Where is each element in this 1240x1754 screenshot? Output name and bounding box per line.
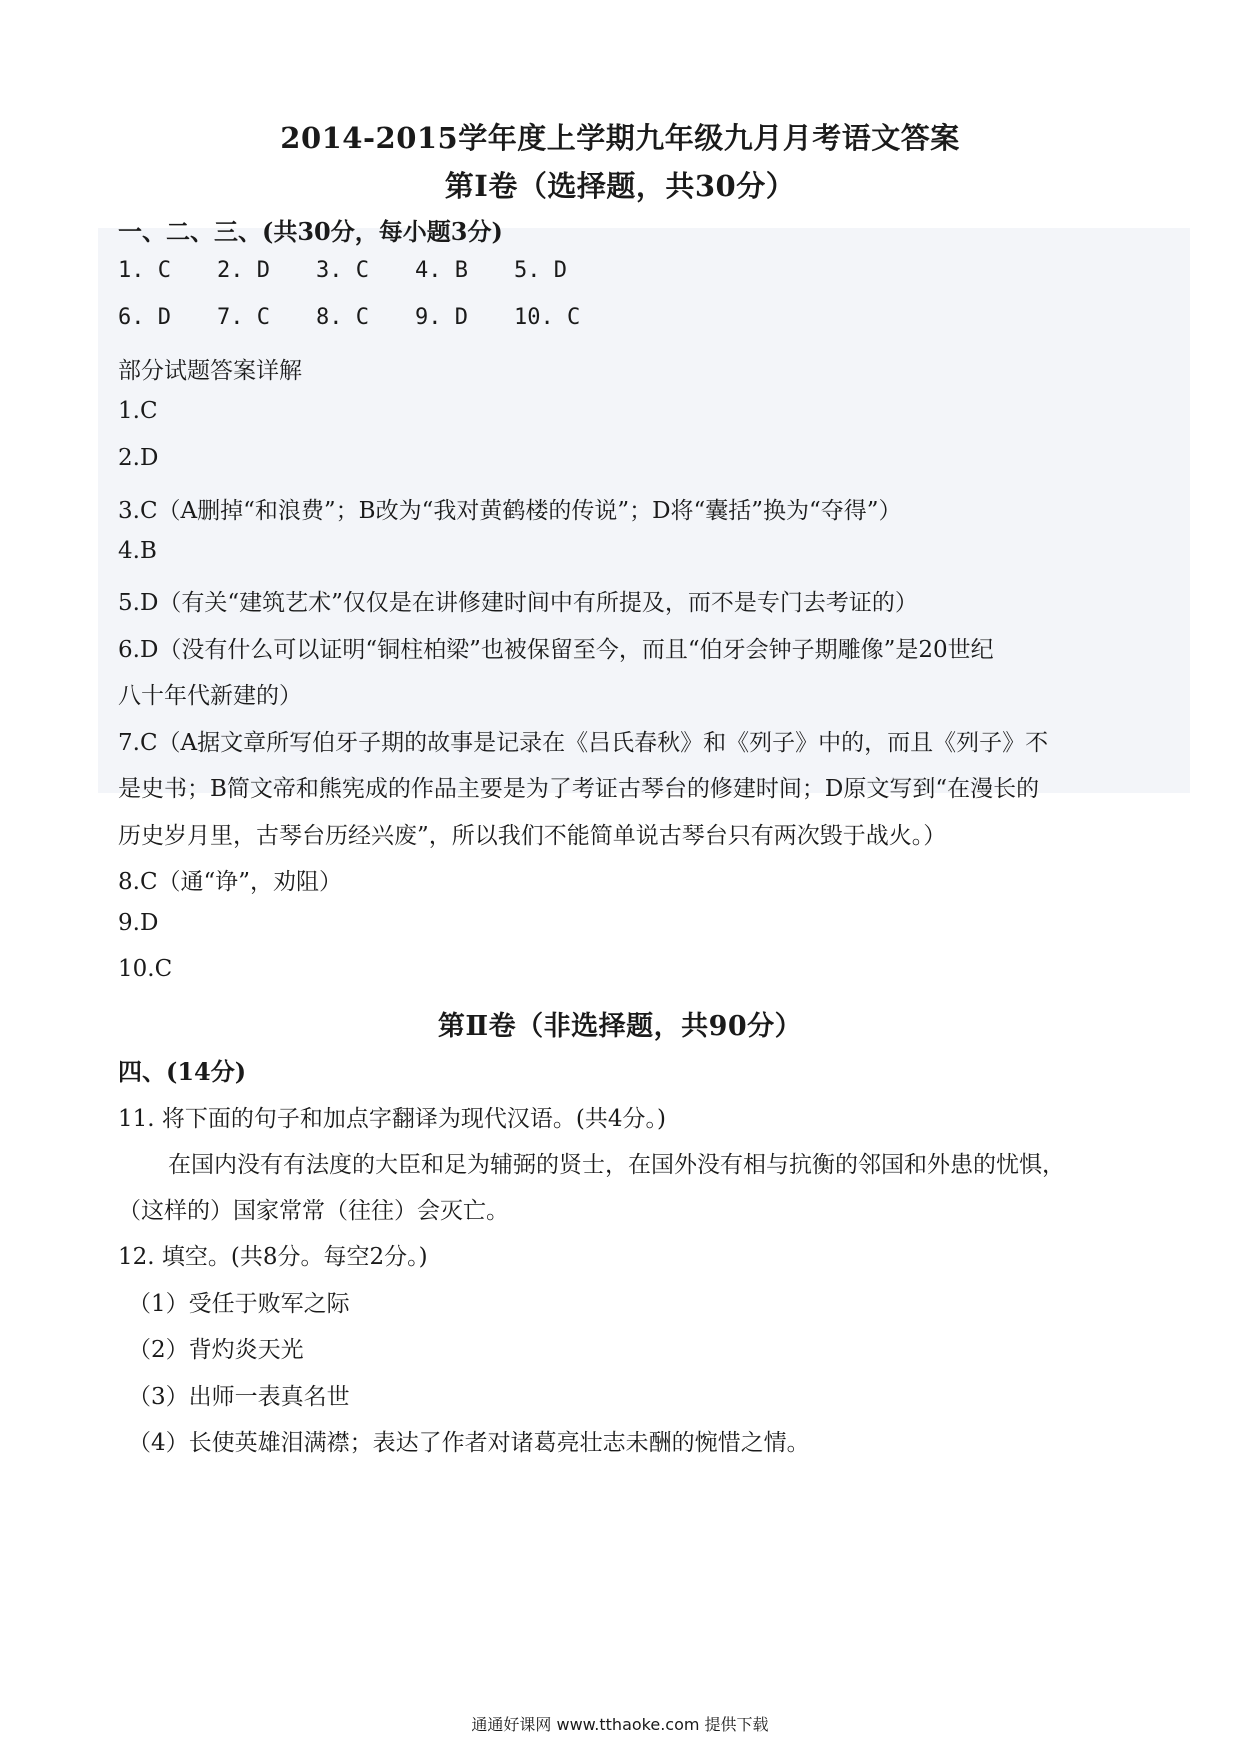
q12-answer: （2）背灼炎天光 [128, 1337, 304, 1363]
part2-title: 第Ⅱ卷（非选择题，共90分） [437, 1011, 803, 1042]
detail-line: 2.D [118, 445, 159, 471]
footer-source-note: 通通好课网 www.tthaoke.com 提供下载 [471, 1715, 769, 1734]
answer-cell: 7. C [217, 305, 270, 330]
question-11: 11. 将下面的句子和加点字翻译为现代汉语。(共4分。) [118, 1106, 666, 1132]
answers-row-1 [118, 258, 613, 283]
detail-line: 历史岁月里，古琴台历经兴废”，所以我们不能简单说古琴台只有两次毁于战火。） [118, 823, 947, 849]
q12-answer: （3）出师一表真名世 [128, 1384, 350, 1410]
answer-cell: 8. C [316, 305, 369, 330]
detail-line: 4.B [118, 538, 157, 564]
detail-line: 1.C [118, 398, 158, 424]
answer-cell: 5. D [514, 258, 567, 283]
part2-section-heading: 四、(14分) [118, 1057, 247, 1086]
q11-answer-line: 在国内没有有法度的大臣和足为辅弼的贤士，在国外没有相与抗衡的邻国和外患的忧惧， [168, 1152, 1065, 1178]
q11-answer-line: （这样的）国家常常（往往）会灭亡。 [118, 1198, 509, 1224]
detail-line: 是史书；B简文帝和熊宪成的作品主要是为了考证古琴台的修建时间；D原文写到“在漫长的 [118, 776, 1040, 802]
detail-line: 10.C [118, 956, 173, 982]
q12-answer: （1）受任于败军之际 [128, 1291, 350, 1317]
detail-line: 8.C（通“诤”，劝阻） [118, 869, 343, 895]
part1-title: 第Ⅰ卷（选择题，共30分） [444, 169, 796, 203]
part1-section-heading: 一、二、三、(共30分，每小题3分) [118, 217, 503, 246]
question-12: 12. 填空。(共8分。每空2分。) [118, 1244, 428, 1270]
answer-cell: 1. C [118, 258, 171, 283]
answer-cell: 4. B [415, 258, 468, 283]
detail-line: 7.C（A据文章所写伯牙子期的故事是记录在《吕氏春秋》和《列子》中的，而且《列子》不 [118, 730, 1049, 756]
details-heading: 部分试题答案详解 [118, 358, 302, 384]
answer-cell: 6. D [118, 305, 171, 330]
answer-cell: 10. C [514, 305, 581, 330]
detail-line: 3.C（A删掉“和浪费”；B改为“我对黄鹤楼的传说”；D将“囊括”换为“夺得”） [118, 498, 902, 524]
detail-line: 9.D [118, 910, 159, 936]
answer-cell: 2. D [217, 258, 270, 283]
answer-cell: 9. D [415, 305, 468, 330]
answers-row-2 [118, 305, 613, 330]
document-title: 2014-2015学年度上学期九年级九月月考语文答案 [280, 121, 960, 155]
detail-line: 5.D（有关“建筑艺术”仅仅是在讲修建时间中有所提及，而不是专门去考证的） [118, 590, 918, 616]
q12-answer: （4）长使英雄泪满襟；表达了作者对诸葛亮壮志未酬的惋惜之情。 [128, 1430, 810, 1456]
detail-line: 八十年代新建的） [118, 683, 302, 709]
detail-line: 6.D（没有什么可以证明“铜柱柏梁”也被保留至今，而且“伯牙会钟子期雕像”是20世纪 [118, 637, 994, 663]
answer-cell: 3. C [316, 258, 369, 283]
